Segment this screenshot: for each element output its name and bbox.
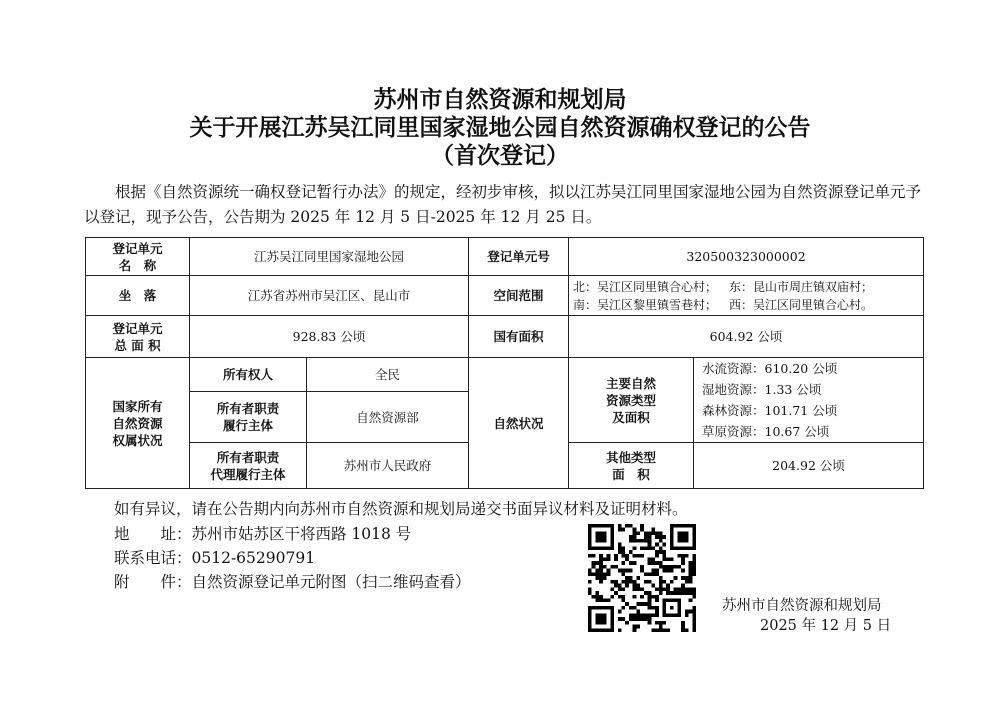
area-value: 928.83 公顷: [190, 316, 469, 358]
other-type-label: 其他类型 面 积: [569, 443, 694, 489]
ownership-label: 国家所有 自然资源 权属状况: [86, 358, 190, 489]
resource-item: 草原资源：10.67 公顷: [702, 424, 830, 439]
address-line: 地 址：苏州市姑苏区干将西路 1018 号: [114, 525, 412, 543]
resource-item: 水流资源：610.20 公顷: [702, 361, 838, 376]
phone-line: 联系电话：0512-65290791: [114, 549, 316, 567]
duty-value: 自然资源部: [307, 392, 469, 443]
title-line-2: 关于开展江苏吴江同里国家湿地公园自然资源确权登记的公告: [189, 114, 811, 141]
title-line-3: （首次登记）: [431, 142, 569, 169]
nature-label: 自然状况: [469, 358, 569, 489]
qr-code-icon[interactable]: [588, 524, 696, 632]
owner-label: 所有权人: [190, 358, 307, 392]
location-value: 江苏省苏州市吴江区、昆山市: [190, 276, 469, 316]
unit-name-value: 江苏吴江同里国家湿地公园: [190, 238, 469, 276]
scope-value: 北：吴江区同里镇合心村； 东：昆山市周庄镇双庙村； 南：吴江区黎里镇雪巷村； 西：吴江区同里镇合心村。: [569, 276, 924, 316]
title-line-1: 苏州市自然资源和规划局: [373, 86, 627, 113]
unit-no-label: 登记单元号: [469, 238, 569, 276]
state-area-value: 604.92 公顷: [569, 316, 924, 358]
duty-label: 所有者职责 履行主体: [190, 392, 307, 443]
signature-org: 苏州市自然资源和规划局: [722, 598, 882, 614]
agent-label: 所有者职责 代理履行主体: [190, 443, 307, 489]
unit-name-label: 登记单元 名 称: [86, 238, 190, 276]
main-type-label: 主要自然 资源类型 及面积: [569, 358, 694, 443]
area-label: 登记单元 总 面 积: [86, 316, 190, 358]
other-type-value: 204.92 公顷: [694, 443, 924, 489]
attachment-line: 附 件：自然资源登记单元附图（扫二维码查看）: [114, 573, 471, 591]
resource-item: 湿地资源：1.33 公顷: [702, 382, 822, 397]
objection-note: 如有异议，请在公告期内向苏州市自然资源和规划局递交书面异议材料及证明材料。: [114, 500, 688, 518]
owner-value: 全民: [307, 358, 469, 392]
resource-list: [694, 358, 924, 443]
location-label: 坐 落: [86, 276, 190, 316]
resource-item: 森林资源：101.71 公顷: [702, 403, 838, 418]
signature-date: 2025 年 12 月 5 日: [760, 618, 892, 634]
state-area-label: 国有面积: [469, 316, 569, 358]
agent-value: 苏州市人民政府: [307, 443, 469, 489]
unit-no-value: 320500323000002: [569, 238, 924, 276]
intro-paragraph: 根据《自然资源统一确权登记暂行办法》的规定，经初步审核，拟以江苏吴江同里国家湿地公园为自然资源登记单元予以登记，现予公告，公告期为 2025 年 12 月 5 日-2025 年 12 月 25 日。: [84, 183, 922, 226]
registration-table: [85, 237, 924, 489]
scope-label: 空间范围: [469, 276, 569, 316]
